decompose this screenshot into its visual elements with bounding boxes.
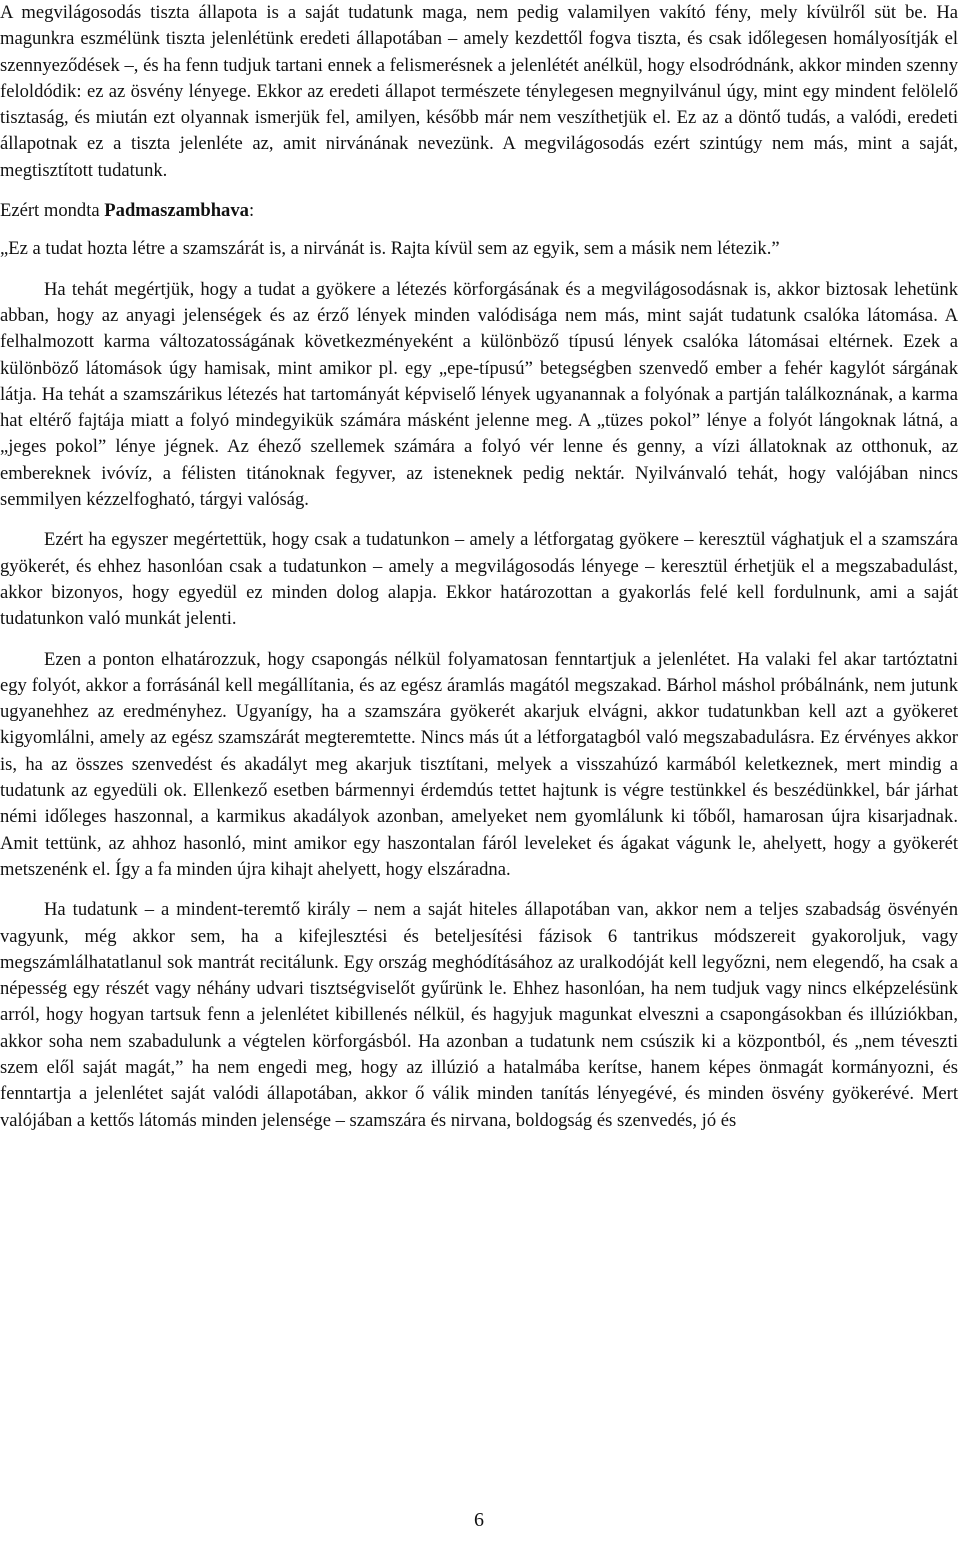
page-number: 6 xyxy=(474,1509,484,1531)
paragraph-2: Ha tehát megértjük, hogy a tudat a gyökere a létezés körforgásának és a megvilágosodásnak is, akkor biztosak lehetünk abban, hogy az anyagi jelenségek és az érző lények minden valódisága nem más, mint saját tudatunk csalóka látomása. A felhalmozott karma változatosságának következményeként a különböző típusú lények csalóka látomásai eltérnek. Ezek a különböző látomások úgy hamisak, mint amikor pl. egy „epe-típusú” betegségben szenvedő ember a fehér kagylót sárgának látja. Ha tehát a szamszárikus létezés hat tartományát képviselő lények ugyanannak a folyónak a partján találkoznának, a karma hat eltérő fajtája miatt a folyó mindegyikük számára másként jelenne meg. A „tüzes pokol” lénye a folyót lángoknak látná, a „jeges pokol” lénye jégnek. Az éhező szellemek számára a folyó vér lenne és genny, a vízi állatoknak az otthonuk, az embereknek ivóvíz, a félisten titánoknak fegyver, az isteneknek pedig nektár. Nyilvánvaló tehát, hogy valójában nincs semmilyen kézzelfogható, tárgyi valóság. xyxy=(0,278,958,511)
paragraph-1: A megvilágosodás tiszta állapota is a saját tudatunk maga, nem pedig valamilyen vakító fény, mely kívülről süt be. Ha magunkra eszmélünk tiszta jelenlétünk eredeti állapotában – amely kezdettől fogva tiszta, és csak időlegesen homályosítják el szennyeződések –, és ha fenn tudjuk tartani ennek a felismerésnek a jelenlétét anélkül, hogy elsodródnánk, akkor minden szenny feloldódik: ez az ösvény lényege. Ekkor az eredeti állapot természete ténylegesen megnyilvánul úgy, mint egy mindent felölelő tisztaság, és miután ezt olyannak ismerjük fel, amilyen, később már nem veszíthetjük el. Ez az a döntő tudás, a valódi, eredeti állapotnak ez a tiszta jelenléte az, amit nirvánának nevezünk. A megvilágosodás ezért szintúgy nem más, mint a saját, megtisztított tudatunk. xyxy=(0,2,958,181)
paragraph-5: Ha tudatunk – a mindent-teremtő király – nem a saját hiteles állapotában van, akkor nem a teljes szabadság ösvényén vagyunk, még akkor sem, ha a kifejlesztési és beteljesítési fázisok 6 tantrikus módszereit gyakoroljuk, vagy megszámlálhatatlanul sok mantrát recitálunk. Egy ország meghódításához az uralkodóját kell legyőzni, nem elegendő, ha csak a népesség egy részét vagy néhány udvari tisztségviselőt gyűrünk le. Ehhez hasonlóan, ha nem tudjuk vagy nincs elképzelésünk arról, hogy hogyan tartsuk fenn a jelenlétet kibillenés nélkül, és hagyjuk magunkat elveszni a csapongásokban és illúziókban, akkor soha nem szabadulunk a végtelen körforgásból. Ha azonban a tudatunk nem csúszik ki a központból, és „nem téveszti szem elől saját magát,” ha nem engedi meg, hogy az illúzió a hatalmába kerítse, hanem képes önmagát kormányozni, és fenntartja a jelenlétet saját valódi állapotában, akkor ő válik minden tanítás lényegévé, és minden ösvény gyökerévé. Mert valójában a kettős látomás minden jelensége – szamszára és nirvana, boldogság és szenvedés, jó és xyxy=(0,899,958,1131)
quote-attribution xyxy=(0,198,958,224)
block-quote: „Ez a tudat hozta létre a szamszárát is, a nirvánát is. Rajta kívül sem az egyik, sem a másik nem létezik.” xyxy=(0,238,780,260)
attribution-suffix: : xyxy=(248,200,255,222)
paragraph-3: Ezért ha egyszer megértettük, hogy csak a tudatunkon – amely a létforgatag gyökere – keresztül vághatjuk el a szamszára gyökerét, és ehhez hasonlóan csak a tudatunkon – amely a megvilágosodás lényege – keresztül érhetjük el a megszabadulást, akkor bizonyos, hogy egyedül ez minden dolog alapja. Ekkor határozottan a gyakorlás felé kell fordulnunk, ami a saját tudatunkon való munkát jelenti. xyxy=(0,529,958,630)
paragraph-4: Ezen a ponton elhatározzuk, hogy csapongás nélkül folyamatosan fenntartjuk a jelenlétet. Ha valaki fel akar tartóztatni egy folyót, akkor a forrásánál kell megállítania, és az egész áramlás magától megszakad. Bárhol máshol próbálnánk, nem jutunk ugyanehhez az eredményhez. Ugyanígy, ha a szamszára gyökerét akarjuk elvágni, akkor tudatunkban kell azt a gyökeret kigyomlálni, amely az egész szamszárát megteremtette. Nincs más út a létforgatagból való megszabadulásra. Ez érvényes akkor is, ha az összes szenvedést és akadályt meg akarjuk tisztítani, melyek a visszahúzó karmából keletkeznek, mert mindig a tudatunk az egyedüli ok. Ellenkező esetben bármennyi érdemdús tettet hajtunk is végre testünkkel és beszédünkkel, bár járhat némi időleges haszonnal, a karmikus akadályok azonban, amelyeket nem gyomlálunk ki tőből, hamarosan újra kisarjadnak. Amit tettünk, az ahhoz hasonló, mint amikor egy haszontalan fáról leveleket és ágakat vágunk le, ahelyett, hogy a gyökerét metszenénk el. Így a fa minden újra kihajt ahelyett, hogy elszáradna. xyxy=(0,648,958,880)
attribution-name: Padmaszambhava xyxy=(104,200,249,222)
attribution-prefix: Ezért mondta xyxy=(0,200,105,222)
